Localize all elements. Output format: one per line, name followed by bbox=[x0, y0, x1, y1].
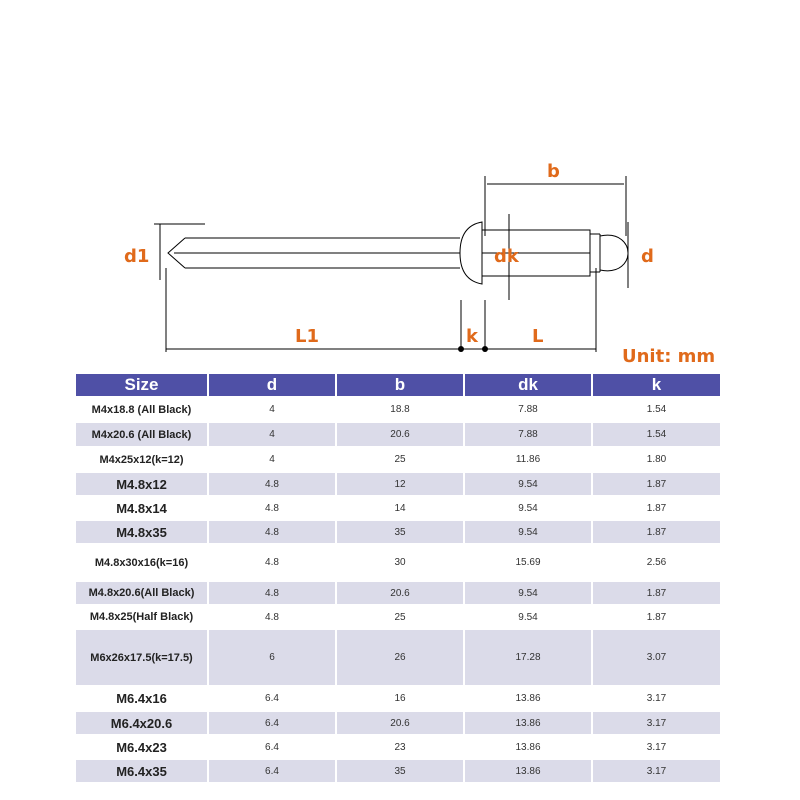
label-L1: L1 bbox=[295, 326, 319, 347]
cell-d: 4.8 bbox=[208, 581, 336, 605]
cell-size: M4.8x25(Half Black) bbox=[76, 605, 208, 629]
cell-k: 1.80 bbox=[592, 447, 720, 472]
header-d: d bbox=[208, 374, 336, 397]
cell-k: 3.17 bbox=[592, 711, 720, 735]
table-row bbox=[76, 520, 720, 544]
cell-b: 18.8 bbox=[336, 397, 464, 422]
cell-b: 26 bbox=[336, 629, 464, 686]
cell-d: 4 bbox=[208, 397, 336, 422]
cell-size: M6.4x23 bbox=[76, 735, 208, 759]
label-b: b bbox=[547, 161, 560, 182]
cell-size: M4.8x30x16(k=16) bbox=[76, 544, 208, 581]
cell-d: 6.4 bbox=[208, 686, 336, 711]
cell-dk: 7.88 bbox=[464, 397, 592, 422]
rivet-diagram bbox=[0, 0, 800, 370]
label-d: d bbox=[641, 246, 654, 267]
label-dk: dk bbox=[494, 246, 519, 267]
table-row bbox=[76, 472, 720, 496]
cell-k: 1.87 bbox=[592, 496, 720, 520]
table-row bbox=[76, 735, 720, 759]
cell-dk: 9.54 bbox=[464, 472, 592, 496]
cell-k: 1.87 bbox=[592, 605, 720, 629]
cell-size: M4.8x35 bbox=[76, 520, 208, 544]
k-marker-right bbox=[482, 346, 488, 352]
cell-b: 16 bbox=[336, 686, 464, 711]
mandrel-tip bbox=[590, 234, 628, 272]
cell-k: 3.17 bbox=[592, 735, 720, 759]
cell-d: 4 bbox=[208, 447, 336, 472]
cell-b: 25 bbox=[336, 447, 464, 472]
cell-b: 30 bbox=[336, 544, 464, 581]
table-row bbox=[76, 422, 720, 447]
cell-size: M4.8x12 bbox=[76, 472, 208, 496]
cell-size: M4x25x12(k=12) bbox=[76, 447, 208, 472]
label-d1: d1 bbox=[124, 246, 150, 267]
unit-label: Unit: mm bbox=[622, 346, 716, 367]
table-row bbox=[76, 711, 720, 735]
cell-b: 12 bbox=[336, 472, 464, 496]
cell-size: M4.8x14 bbox=[76, 496, 208, 520]
cell-dk: 13.86 bbox=[464, 759, 592, 783]
cell-d: 4.8 bbox=[208, 605, 336, 629]
cell-k: 1.87 bbox=[592, 581, 720, 605]
cell-dk: 13.86 bbox=[464, 711, 592, 735]
table-row bbox=[76, 629, 720, 686]
cell-dk: 7.88 bbox=[464, 422, 592, 447]
cell-dk: 9.54 bbox=[464, 520, 592, 544]
cell-b: 14 bbox=[336, 496, 464, 520]
cell-k: 1.54 bbox=[592, 422, 720, 447]
cell-dk: 13.86 bbox=[464, 686, 592, 711]
header-b: b bbox=[336, 374, 464, 397]
cell-k: 2.56 bbox=[592, 544, 720, 581]
cell-d: 4 bbox=[208, 422, 336, 447]
cell-k: 1.87 bbox=[592, 520, 720, 544]
header-k: k bbox=[592, 374, 720, 397]
cell-dk: 9.54 bbox=[464, 496, 592, 520]
mandrel bbox=[168, 238, 460, 268]
cell-b: 20.6 bbox=[336, 581, 464, 605]
cell-k: 1.54 bbox=[592, 397, 720, 422]
cell-size: M6.4x16 bbox=[76, 686, 208, 711]
label-L: L bbox=[532, 326, 544, 347]
cell-d: 4.8 bbox=[208, 472, 336, 496]
cell-dk: 15.69 bbox=[464, 544, 592, 581]
b-dimension bbox=[485, 176, 626, 236]
cell-k: 3.07 bbox=[592, 629, 720, 686]
cell-dk: 9.54 bbox=[464, 581, 592, 605]
cell-b: 35 bbox=[336, 759, 464, 783]
cell-d: 4.8 bbox=[208, 520, 336, 544]
table-row bbox=[76, 581, 720, 605]
cell-b: 20.6 bbox=[336, 711, 464, 735]
cell-size: M4.8x20.6(All Black) bbox=[76, 581, 208, 605]
cell-size: M4x20.6 (All Black) bbox=[76, 422, 208, 447]
cell-dk: 11.86 bbox=[464, 447, 592, 472]
cell-b: 20.6 bbox=[336, 422, 464, 447]
cell-size: M6x26x17.5(k=17.5) bbox=[76, 629, 208, 686]
cell-b: 25 bbox=[336, 605, 464, 629]
table-row bbox=[76, 759, 720, 783]
cell-size: M4x18.8 (All Black) bbox=[76, 397, 208, 422]
cell-d: 4.8 bbox=[208, 496, 336, 520]
table-row bbox=[76, 447, 720, 472]
table-row bbox=[76, 496, 720, 520]
d1-dimension bbox=[154, 224, 205, 280]
header-dk: dk bbox=[464, 374, 592, 397]
cell-d: 6.4 bbox=[208, 735, 336, 759]
label-k: k bbox=[466, 326, 478, 347]
cell-d: 6.4 bbox=[208, 711, 336, 735]
rivet-head bbox=[460, 222, 482, 284]
cell-dk: 13.86 bbox=[464, 735, 592, 759]
cell-d: 6 bbox=[208, 629, 336, 686]
cell-k: 3.17 bbox=[592, 759, 720, 783]
cell-k: 1.87 bbox=[592, 472, 720, 496]
cell-k: 3.17 bbox=[592, 686, 720, 711]
cell-b: 23 bbox=[336, 735, 464, 759]
header-size: Size bbox=[76, 374, 208, 397]
table-row bbox=[76, 544, 720, 581]
table-header-row bbox=[76, 374, 720, 397]
table-row bbox=[76, 686, 720, 711]
cell-dk: 17.28 bbox=[464, 629, 592, 686]
k-marker-left bbox=[458, 346, 464, 352]
spec-table bbox=[76, 374, 720, 784]
cell-size: M6.4x35 bbox=[76, 759, 208, 783]
cell-dk: 9.54 bbox=[464, 605, 592, 629]
cell-b: 35 bbox=[336, 520, 464, 544]
cell-size: M6.4x20.6 bbox=[76, 711, 208, 735]
cell-d: 6.4 bbox=[208, 759, 336, 783]
cell-d: 4.8 bbox=[208, 544, 336, 581]
table-row bbox=[76, 397, 720, 422]
table-row bbox=[76, 605, 720, 629]
